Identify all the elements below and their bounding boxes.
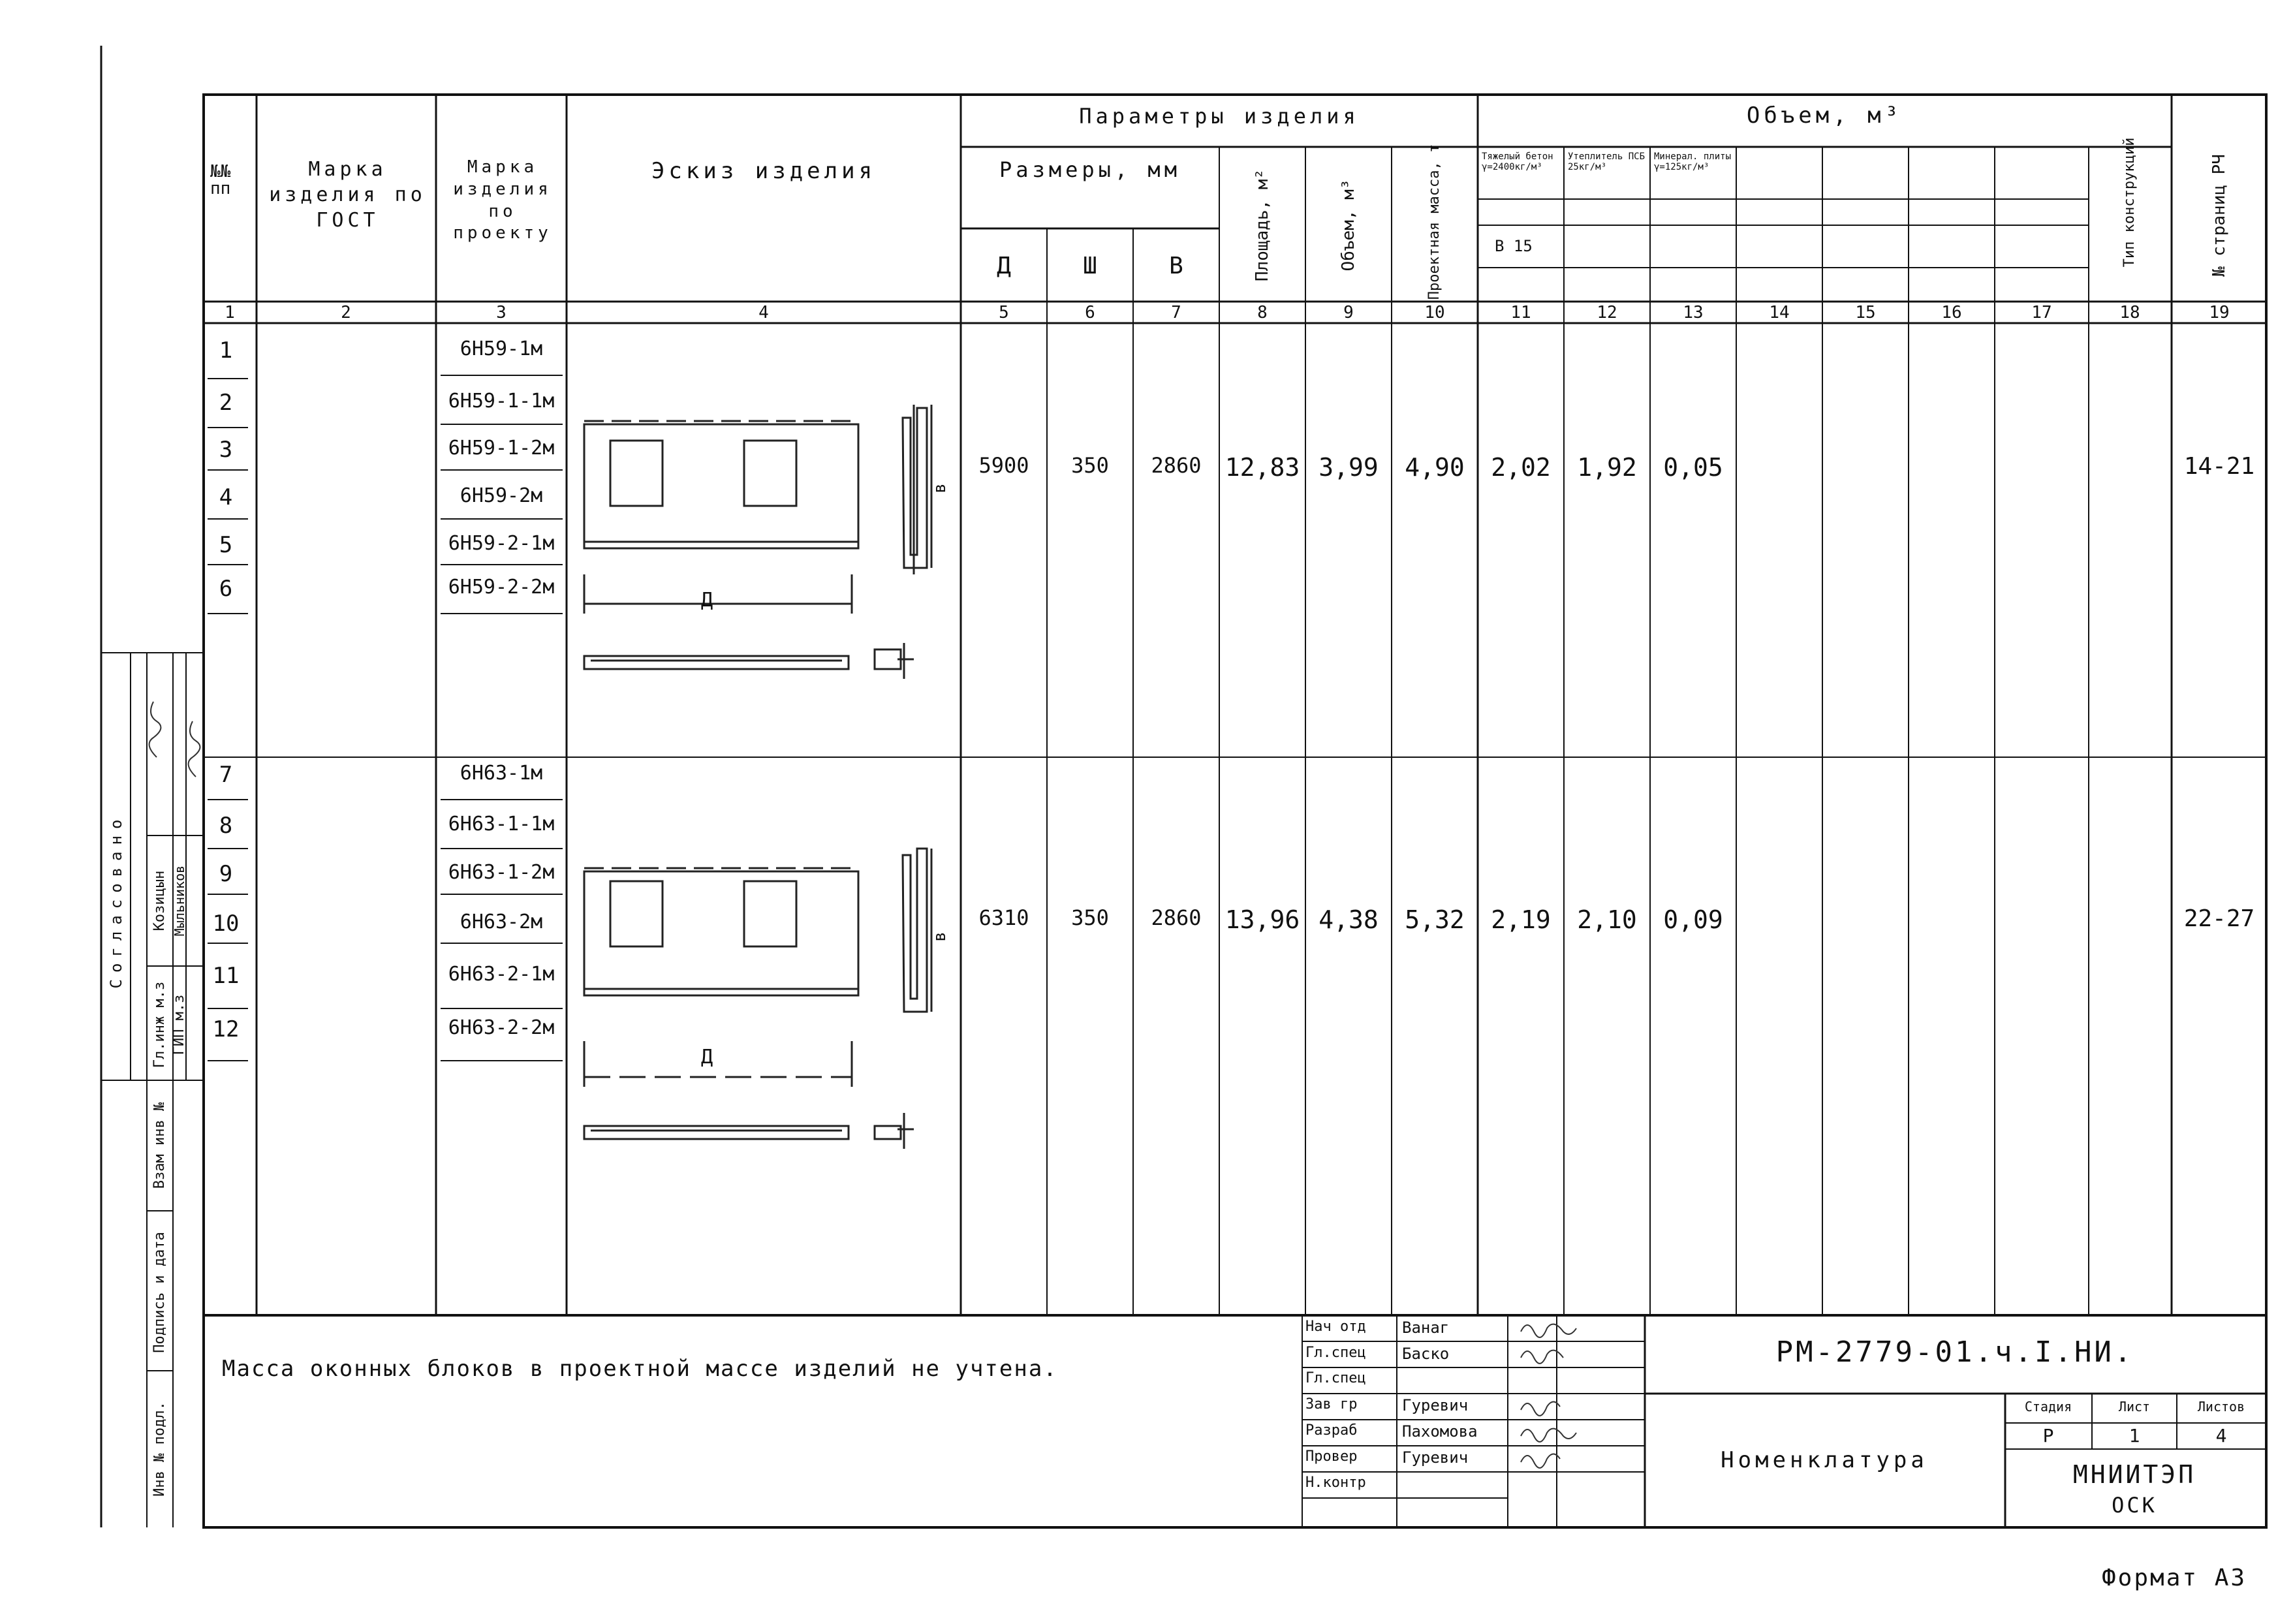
column-number: 12	[1597, 303, 1617, 322]
header-heavy-concrete: Тяжелый бетон γ=2400кг/м³	[1482, 151, 1553, 173]
row-number: 7	[219, 762, 233, 788]
row-number: 9	[219, 861, 233, 887]
value-mass: 5,32	[1405, 905, 1465, 934]
row-number: 8	[219, 813, 233, 839]
header-size-d: Д	[997, 253, 1011, 279]
column-number: 14	[1769, 303, 1790, 322]
stage-label: Стадия	[2024, 1399, 2072, 1414]
value-mineral: 0,09	[1663, 905, 1723, 934]
column-number: 11	[1510, 303, 1531, 322]
document-code: РМ-2779-01.ч.I.НИ.	[1775, 1335, 2134, 1369]
header-volume: Объем, м³	[1339, 179, 1358, 272]
sheet-value: 1	[2129, 1425, 2140, 1446]
column-number: 4	[758, 303, 769, 322]
stamp-role: Гл.спец	[1305, 1370, 1366, 1386]
sketch2-dim-label: Д	[700, 1046, 713, 1069]
stage-value: Р	[2042, 1425, 2054, 1446]
product-mark: 6Н63-1-1м	[448, 813, 555, 835]
sheet-label: Лист	[2118, 1399, 2151, 1414]
side-stamp-inv-replace: Взам инв №	[151, 1102, 168, 1189]
header-insulation: Утеплитель ПСБ 25кг/м³	[1568, 151, 1646, 173]
column-number: 2	[341, 303, 351, 322]
row-number: 3	[219, 437, 233, 463]
header-size-v: В	[1169, 253, 1183, 279]
column-number: 6	[1085, 303, 1095, 322]
product-mark: 6Н59-1м	[460, 337, 543, 360]
column-number: 5	[999, 303, 1009, 322]
header-mass: Проектная масса, т	[1426, 144, 1443, 300]
value-volume: 3,99	[1318, 453, 1379, 482]
sketch1-dim-label: Д	[700, 589, 713, 612]
value-pages: 22-27	[2183, 905, 2255, 932]
row-number: 6	[219, 576, 233, 602]
product-mark: 6Н63-1м	[460, 762, 543, 785]
sketch1-side-dim-label: в	[930, 483, 950, 493]
format-label: Формат А3	[2102, 1565, 2247, 1591]
value-sh: 350	[1071, 905, 1109, 930]
row-number: 1	[219, 337, 233, 364]
header-volume-group: Объем, м³	[1746, 102, 1903, 129]
column-number: 1	[225, 303, 235, 322]
stamp-name: Гуревич	[1402, 1448, 1469, 1467]
stamp-role: Гл.спец	[1305, 1345, 1366, 1361]
value-v: 2860	[1151, 453, 1202, 478]
header-mineral-plates: Минерал. плиты γ=125кг/м³	[1654, 151, 1732, 173]
side-stamp-role-1: Гл.инж м.з	[151, 981, 168, 1069]
product-mark: 6Н59-2м	[460, 484, 543, 507]
stamp-name: Пахомова	[1402, 1422, 1478, 1441]
column-number: 7	[1171, 303, 1181, 322]
stamp-role: Разраб	[1305, 1422, 1358, 1439]
stamp-name: Гуревич	[1402, 1396, 1469, 1414]
header-size-sh: Ш	[1083, 253, 1097, 279]
side-stamp-agreed: Согласовано	[107, 813, 125, 989]
column-number: 9	[1343, 303, 1354, 322]
column-number: 15	[1855, 303, 1876, 322]
value-area: 13,96	[1224, 905, 1300, 934]
column-number: 8	[1257, 303, 1268, 322]
value-d: 5900	[978, 453, 1029, 478]
organization-dept: ОСК	[2112, 1493, 2157, 1518]
sheets-label: Листов	[2197, 1399, 2245, 1414]
organization-name: МНИИТЭП	[2072, 1460, 2196, 1489]
row-number: 12	[212, 1016, 240, 1042]
header-area: Площадь, м²	[1253, 168, 1272, 282]
value-heavy: 2,19	[1491, 905, 1551, 934]
product-mark: 6Н59-1-1м	[448, 390, 555, 413]
stamp-role: Зав гр	[1305, 1396, 1358, 1413]
side-stamp-inv-orig: Инв № подл.	[151, 1401, 168, 1497]
value-area: 12,83	[1224, 453, 1300, 482]
header-col-1: №№ пп	[210, 162, 231, 198]
header-construction-type: Тип конструкций	[2121, 137, 2138, 268]
column-number: 18	[2119, 303, 2140, 322]
product-mark: 6Н63-2м	[460, 911, 543, 933]
column-number: 10	[1424, 303, 1445, 322]
stamp-name: Баско	[1402, 1345, 1450, 1363]
side-stamp-role-2: ГИП м.з	[171, 994, 187, 1055]
product-mark: 6Н59-1-2м	[448, 437, 555, 460]
stamp-role: Н.контр	[1305, 1475, 1366, 1491]
value-mass: 4,90	[1405, 453, 1465, 482]
row-number: 4	[219, 484, 233, 510]
column-number: 3	[496, 303, 507, 322]
side-stamp-name-1: Козицын	[151, 870, 168, 931]
product-mark: 6Н59-2-1м	[448, 532, 555, 555]
value-heavy: 2,02	[1491, 453, 1551, 482]
header-col-2: Марка изделия по ГОСТ	[269, 158, 426, 232]
header-sizes-group: Размеры, мм	[999, 157, 1181, 182]
value-pages: 14-21	[2183, 453, 2255, 480]
stamp-name: Ванаг	[1402, 1319, 1450, 1337]
column-number: 16	[1941, 303, 1962, 322]
value-volume: 4,38	[1318, 905, 1379, 934]
header-pages: № страниц РЧ	[2209, 154, 2229, 277]
value-v: 2860	[1151, 905, 1202, 930]
side-stamp-name-2: Мыльников	[172, 865, 187, 937]
sheet-title: Номенклатура	[1721, 1447, 1928, 1473]
stamp-role: Провер	[1305, 1448, 1358, 1465]
product-mark: 6Н59-2-2м	[448, 576, 555, 599]
note-text: Масса оконных блоков в проектной массе изделий не учтена.	[222, 1356, 1058, 1382]
sheets-value: 4	[2215, 1425, 2227, 1446]
sketch2-side-dim-label: в	[930, 931, 950, 942]
value-d: 6310	[978, 905, 1029, 930]
header-col-3: Марка изделия по проекту	[453, 157, 552, 243]
header-col-4: Эскиз изделия	[651, 158, 877, 184]
value-mineral: 0,05	[1663, 453, 1723, 482]
product-mark: 6Н63-2-1м	[448, 963, 555, 986]
header-params-group: Параметры изделия	[1079, 104, 1360, 129]
stamp-role: Нач отд	[1305, 1319, 1366, 1335]
column-number: 17	[2031, 303, 2052, 322]
side-stamp-sign-date: Подпись и дата	[151, 1232, 168, 1353]
column-number: 13	[1683, 303, 1704, 322]
header-concrete-class: В 15	[1495, 237, 1533, 255]
value-insul: 2,10	[1577, 905, 1637, 934]
product-mark: 6Н63-1-2м	[448, 861, 555, 884]
row-number: 11	[212, 963, 240, 989]
product-mark: 6Н63-2-2м	[448, 1016, 555, 1039]
column-number: 19	[2209, 303, 2230, 322]
value-sh: 350	[1071, 453, 1109, 478]
row-number: 5	[219, 532, 233, 558]
value-insul: 1,92	[1577, 453, 1637, 482]
row-number: 2	[219, 390, 233, 416]
row-number: 10	[212, 911, 240, 937]
